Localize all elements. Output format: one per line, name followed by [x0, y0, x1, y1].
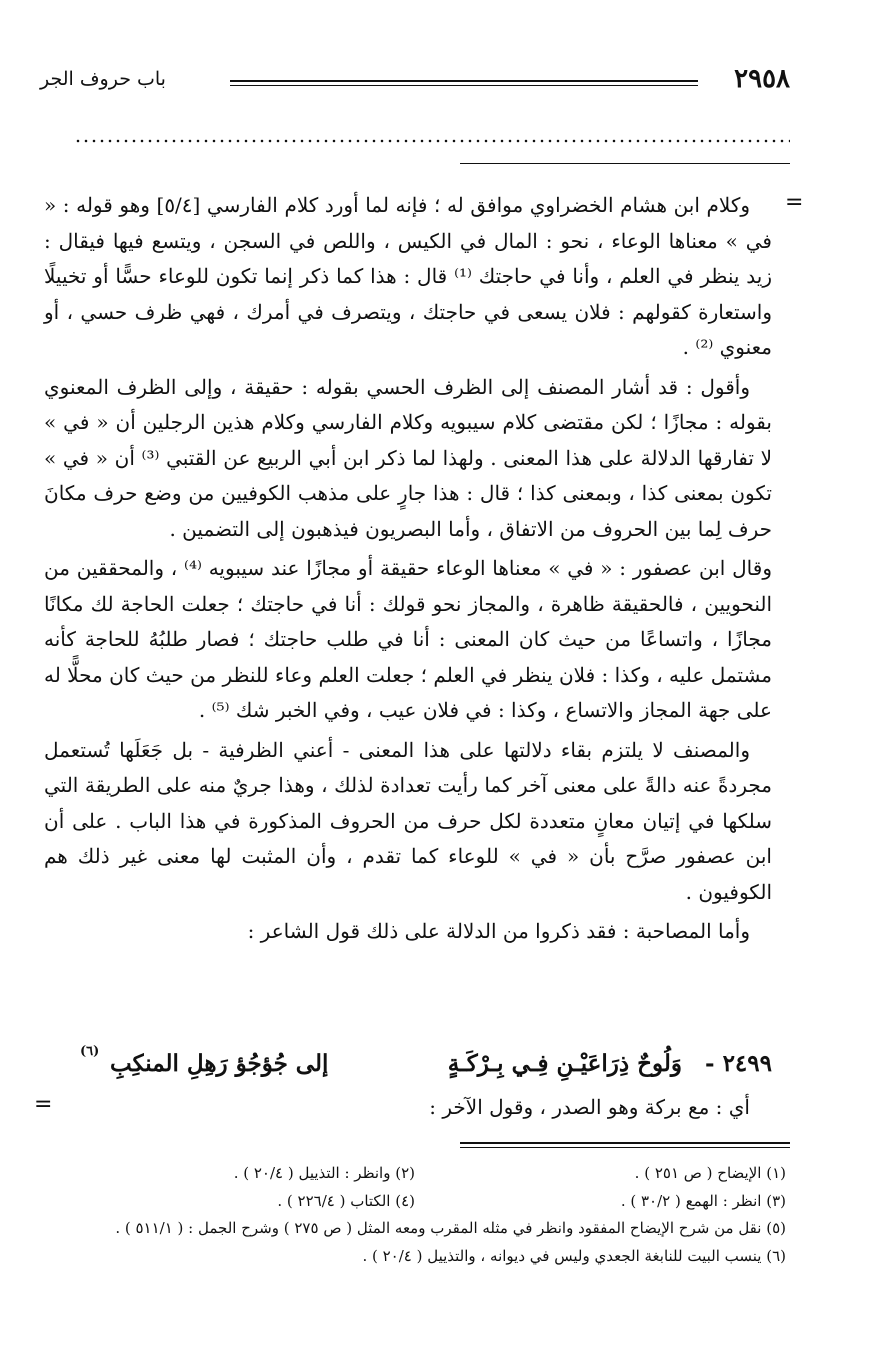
continuation-mark-bottom: = [34, 1092, 53, 1117]
footnote-rule [460, 1142, 790, 1148]
poetry-verse [80, 1044, 772, 1094]
main-text [44, 188, 772, 954]
header-rule [230, 80, 698, 86]
page-number: ٢٩٥٨ [734, 64, 790, 94]
footnote-6: (٦) ينسب البيت للنابغة الجعدي وليس في ديوانه ، والتذييل ( ٢٠/٤ ) . [362, 1246, 786, 1265]
paragraph: والمصنف لا يلتزم بقاء دلالتها على هذا المعنى - أعني الظرفية - بل جَعَلَها تُستعمل مجردةً عنه دالةً على معنى آخر كما رأيت تعدادة لذلك ، وهذا جريٌ منه على الطريقة التي سلكها في إتيان معانٍ متعددة لكل حرف من الحروف المذكورة في هذا الباب . على أن ابن عصفور صرَّح بأن « في » للوعاء كما تقدم ، وأن المثبت لها معنى غير ذلك هم الكوفيون . [44, 737, 772, 904]
dotted-separator [74, 138, 790, 144]
footnote-5: (٥) نقل من شرح الإيضاح المفقود وانظر في مثله المقرب ومعه المثل ( ص ٢٧٥ ) وشرح الجمل : ( ٥١١/١ ) . [115, 1219, 786, 1237]
paragraph: وأما المصاحبة : فقد ذكروا من الدلالة على ذلك قول الشاعر : [247, 919, 750, 943]
continuation-mark-top: = [785, 190, 804, 215]
verse-hemistich-2: إلى جُؤجُؤ رَهِلِ المنكِبِ [110, 1050, 329, 1077]
footnotes [44, 1160, 786, 1270]
text-rule [460, 163, 790, 164]
paragraph: وقال ابن عصفور : « في » معناها الوعاء حقيقة أو مجازًا عند سيبويه ⁽⁴⁾ ، والمحققين من النحويين ، فالحقيقة ظاهرة ، والمجاز نحو قولك : أنا في حاجتك ؛ جعلت الحاجة لك مكانًا مجازًا ، واتساعًا من حيث كان المعنى : أنا في طلب حاجتك ؛ فصار طلبُهُ للحاجة كأنه مشتمل عليه ، وكذا : فلان ينظر في العلم ؛ جعلت العلم وعاء للنظر من حيث كان محلًّا له على جهة المجاز والاتساع ، وكذا : في فلان عيب ، وفي الخبر شك ⁽⁵⁾ . [44, 556, 772, 722]
footnote-1: (١) الإيضاح ( ص ٢٥١ ) . [634, 1164, 786, 1182]
verse-footnote-mark: (٦) [80, 1044, 100, 1059]
chapter-title: باب حروف الجر [40, 68, 166, 90]
book-page [34, 40, 804, 1320]
footnote-3: (٣) انظر : الهمع ( ٣٠/٢ ) . [620, 1191, 786, 1210]
footnote-2: (٢) وانظر : التذييل ( ٢٠/٤ ) . [233, 1164, 415, 1182]
paragraph: وأقول : قد أشار المصنف إلى الظرف الحسي بقوله : حقيقة ، وإلى الظرف المعنوي بقوله : مجازًا ؛ لكن مقتضى كلام سيبويه وكلام الفارسي وكلام هذين الرجلين أن « في » لا تفارقها الدلالة على هذا المعنى . ولهذا لما ذكر ابن أبي الربيع عن القتبي ⁽³⁾ أن « في » تكون بمعنى كذا ، وبمعنى كذا ؛ قال : هذا جارٍ على مذهب الكوفيين من وضع حرف مكانَ حرف لِما بين الحروف من الاتفاق ، وأما البصريون فيذهبون إلى التضمين . [44, 374, 772, 541]
footnote-4: (٤) الكتاب ( ٢٢٦/٤ ) . [277, 1191, 415, 1210]
after-verse-text: أي : مع بركة وهو الصدر ، وقول الآخر : [429, 1095, 750, 1119]
paragraph: وكلام ابن هشام الخضراوي موافق له ؛ فإنه لما أورد كلام الفارسي [٥/٤] وهو قوله : « في » معناها الوعاء ، نحو : المال في الكيس ، واللص في السجن ، ويتسع فيها فيقال : زيد ينظر في العلم ، وأنا في حاجتك ⁽¹⁾ قال : هذا كما ذكر إنما تكون للوعاء حسًّا أو تخييلًا واستعارة كقولهم : فلان يسعى في حاجتك ، ويتصرف في أمرك ، فهي ظرف حسي ، أو معنوي ⁽²⁾ . [44, 193, 772, 359]
verse-number: ٢٤٩٩ - [705, 1050, 772, 1077]
verse-hemistich-1: وَلُوحٌ ذِرَاعَيْـنِ فِـي بِـرْكَـةٍ [447, 1050, 682, 1077]
running-header [40, 62, 790, 102]
